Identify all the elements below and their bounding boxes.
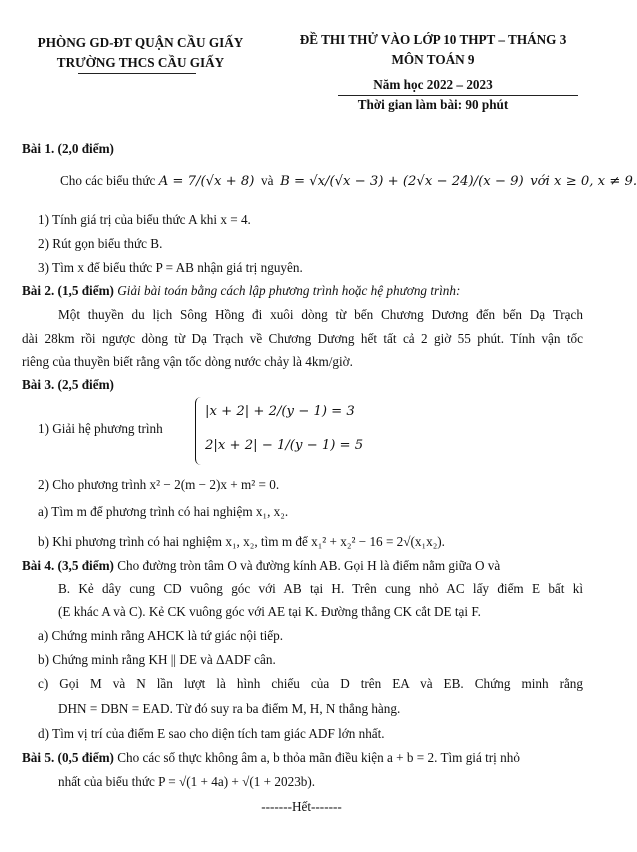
bai1-title: Bài 1. (22, 141, 55, 156)
bai1-and: và (261, 173, 274, 188)
bai1-expressions (60, 172, 637, 190)
bai4-text-3: (E khác A và C). Kẻ CK vuông góc với AE tại K. Đường thẳng CK cắt DE tại F. (58, 604, 481, 619)
bai1-item-2: 2) Rút gọn biểu thức B. (38, 236, 163, 251)
bai3-sub-a: a) Tìm m để phương trình có hai nghiệm x₁, x₂. (38, 504, 289, 519)
bai4-item-d: d) Tìm vị trí của điểm E sao cho diện tích tam giác ADF lớn nhất. (38, 726, 385, 741)
footer-end-marker: -------Hết------- (261, 799, 342, 814)
bai4-item-b: b) Chứng minh rằng KH || DE và ΔADF cân. (38, 652, 276, 667)
bai2-text-1: Một thuyền du lịch Sông Hồng đi xuôi dòng từ bến Chương Dương đến bến Dạ Trạch (58, 307, 583, 322)
bai4-title: Bài 4. (22, 558, 55, 573)
bai5-title: Bài 5. (22, 750, 55, 765)
header-school-year: Năm học 2022 – 2023 (373, 77, 493, 92)
bai2-text-3: riêng của thuyền biết rằng vận tốc dòng nước chảy là 4km/giờ. (22, 354, 353, 369)
bai1-condition: với x ≥ 0, x ≠ 9. (530, 174, 637, 189)
bai4-item-c: c) Gọi M và N lần lượt là hình chiếu của D trên EA và EB. Chứng minh rằng (38, 676, 583, 691)
bai2-instruction: Giải bài toán bằng cách lập phương trình hoặc hệ phương trình: (117, 283, 461, 298)
bai4-text-1: Cho đường tròn tâm O và đường kính AB. Gọi H là điểm nằm giữa O và (117, 558, 501, 573)
system-eq-2: 2|x + 2| − 1/(y − 1) = 5 (205, 438, 364, 453)
bai1-expr-a: A = 7/(√x + 8) (158, 174, 255, 189)
system-brace (195, 397, 202, 465)
bai1-item-3: 3) Tìm x để biểu thức P = AB nhận giá trị nguyên. (38, 260, 303, 275)
bai3-sub-b: b) Khi phương trình có hai nghiệm x₁, x₂, tìm m để x₁² + x₂² − 16 = 2√(x₁x₂). (38, 534, 445, 549)
bai4-points: (3,5 điểm) (57, 558, 114, 573)
bai3-item-1: 1) Giải hệ phương trình (38, 421, 163, 436)
bai1-heading (22, 140, 603, 157)
header-school: TRƯỜNG THCS CẦU GIẤY (56, 55, 225, 70)
bai2-points: (1,5 điểm) (57, 283, 114, 298)
header-subject: MÔN TOÁN 9 (391, 52, 475, 67)
bai4-item-a: a) Chứng minh rằng AHCK là tứ giác nội tiếp. (38, 628, 284, 643)
header-department: PHÒNG GD-ĐT QUẬN CẦU GIẤY (37, 35, 244, 50)
header-duration: Thời gian làm bài: 90 phút (357, 97, 509, 112)
bai4-item-c-cont: DHN = DBN = EAD. Từ đó suy ra ba điểm M, H, N thẳng hàng. (58, 701, 401, 716)
bai2-text-2: dài 28km rồi ngược dòng từ Dạ Trạch về Chương Dương hết tất cả 2 giờ 55 phút. Tính vận tốc (22, 331, 583, 346)
header-left-rule (78, 73, 196, 74)
bai5-text-1: Cho các số thực không âm a, b thỏa mãn điều kiện a + b = 2. Tìm giá trị nhỏ (117, 750, 520, 765)
bai5-first-line (22, 749, 603, 766)
bai3-title: Bài 3. (22, 377, 55, 392)
bai4-first-line (22, 557, 583, 574)
bai4-text-2: B. Kẻ dây cung CD vuông góc với AB tại H. Trên cung nhỏ AC lấy điểm E bất kì (58, 581, 583, 596)
bai1-item-1: 1) Tính giá trị của biểu thức A khi x = 4. (38, 212, 251, 227)
bai1-points: (2,0 điểm) (57, 141, 114, 156)
bai3-item-2: 2) Cho phương trình x² − 2(m − 2)x + m² = 0. (38, 477, 280, 492)
bai5-text-2: nhất của biểu thức P = √(1 + 4a) + √(1 + 2023b). (58, 774, 316, 789)
bai1-intro: Cho các biểu thức (60, 173, 156, 188)
bai2-title: Bài 2. (22, 283, 55, 298)
bai3-points: (2,5 điểm) (57, 377, 114, 392)
bai5-points: (0,5 điểm) (57, 750, 114, 765)
bai2-heading (22, 282, 603, 299)
system-eq-1: |x + 2| + 2/(y − 1) = 3 (205, 404, 355, 419)
bai1-expr-b: B = √x/(√x − 3) + (2√x − 24)/(x − 9) (280, 174, 524, 189)
equation-system (195, 397, 395, 467)
header-exam-title: ĐỀ THI THỬ VÀO LỚP 10 THPT – THÁNG 3 (299, 32, 567, 47)
bai3-heading (22, 376, 603, 393)
